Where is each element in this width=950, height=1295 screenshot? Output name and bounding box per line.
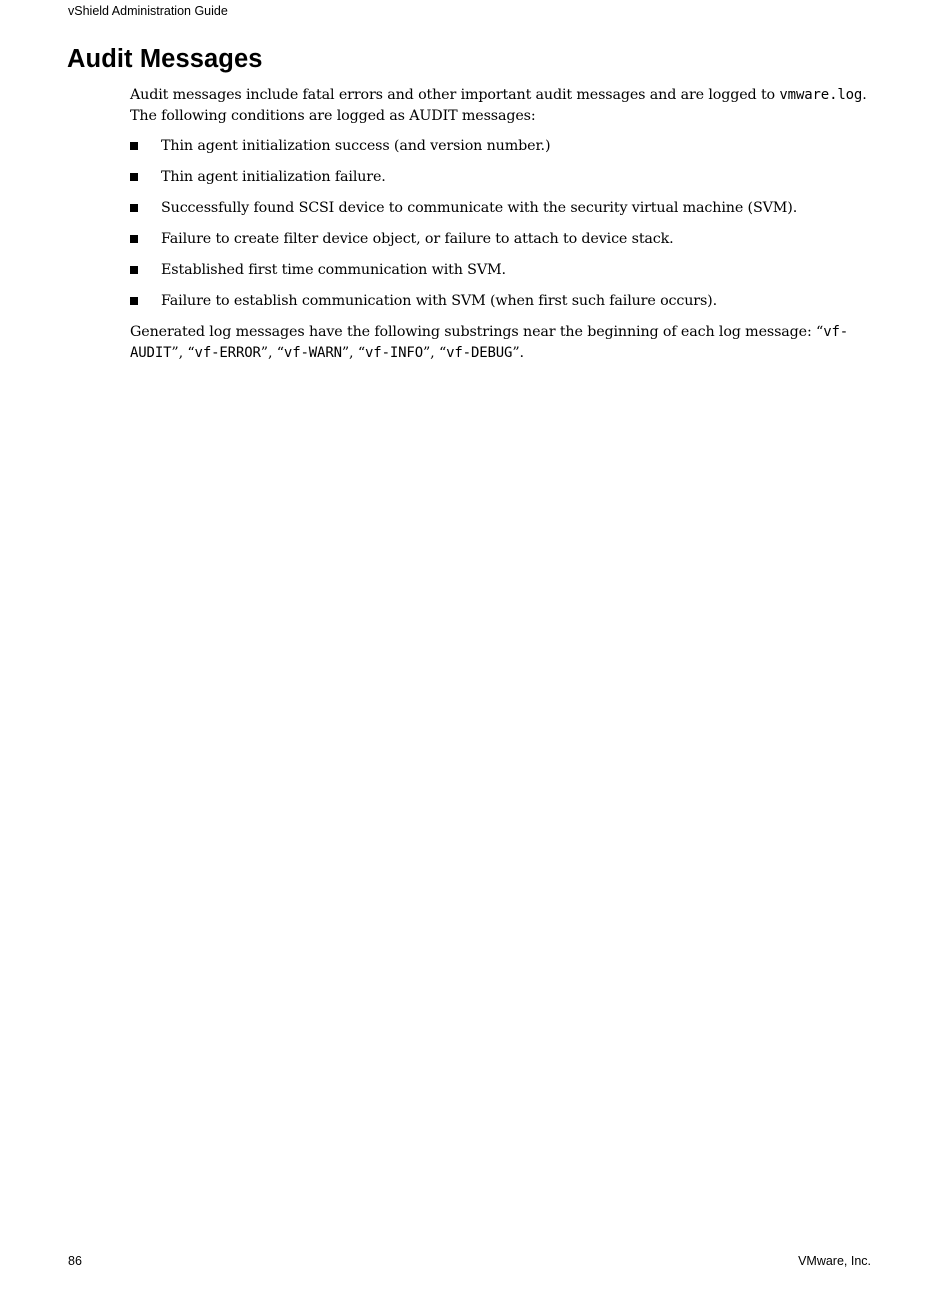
log-substring: vf-WARN: [283, 344, 342, 361]
intro-text-start: Audit messages include fatal errors and other important audit messages and are logged to: [130, 87, 780, 103]
log-substring: vf-DEBUG: [446, 344, 513, 361]
publisher-name: VMware, Inc.: [798, 1254, 871, 1268]
list-item-text: Successfully found SCSI device to communicate with the security virtual machine (SVM).: [161, 200, 798, 216]
list-item: [130, 136, 875, 167]
list-item: [130, 260, 875, 291]
log-substring: vf-INFO: [365, 344, 423, 361]
list-item: [130, 291, 875, 322]
list-item: [130, 167, 875, 198]
square-bullet-icon: [130, 142, 138, 150]
closing-paragraph: Generated log messages have the following substrings near the beginning of each log message: “vf-AUDIT”, “vf-ERROR”, “vf-WARN”, “vf-INFO”, “vf-DEBUG”.: [130, 324, 849, 361]
closing-text: Generated log messages have the following substrings near the beginning of each log message:: [130, 324, 817, 340]
list-item-text: Failure to establish communication with SVM (when first such failure occurs).: [161, 293, 717, 309]
intro-text-end: . The following conditions are logged as AUDIT messages:: [130, 87, 867, 124]
square-bullet-icon: [130, 297, 138, 305]
square-bullet-icon: [130, 235, 138, 243]
square-bullet-icon: [130, 204, 138, 212]
intro-paragraph: [130, 85, 875, 126]
log-file-name: vmware.log: [779, 87, 863, 103]
list-item-text: Thin agent initialization success (and version number.): [161, 138, 551, 154]
list-item-text: Failure to create filter device object, or failure to attach to device stack.: [161, 231, 674, 247]
square-bullet-icon: [130, 266, 138, 274]
square-bullet-icon: [130, 173, 138, 181]
list-item-text: Established first time communication with SVM.: [161, 262, 506, 278]
log-substring: vf-AUDIT: [130, 324, 849, 361]
page-number: 86: [68, 1254, 82, 1268]
list-item: [130, 229, 875, 260]
running-header: vShield Administration Guide: [68, 4, 228, 18]
section-title: Audit Messages: [67, 45, 263, 73]
section-body: [130, 85, 875, 363]
list-item-text: Thin agent initialization failure.: [161, 169, 386, 185]
list-item: [130, 198, 875, 229]
log-substring: vf-ERROR: [194, 344, 261, 361]
audit-conditions-list: [130, 136, 875, 322]
